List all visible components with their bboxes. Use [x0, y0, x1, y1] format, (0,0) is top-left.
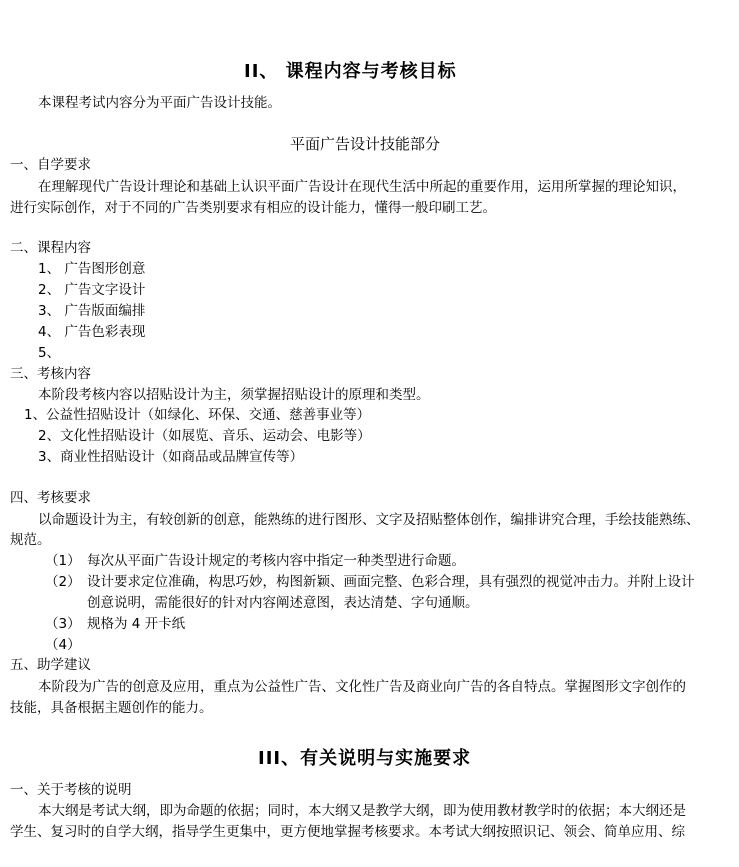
paragraph-line: 以命题设计为主，有较创新的创意，能熟练的进行图形、文字及招贴整体创作，编排讲究合理，手绘技能熟练、 — [38, 512, 700, 528]
paragraph-line: 进行实际创作，对于不同的广告类别要求有相应的设计能力，懂得一般印刷工艺。 — [10, 200, 496, 216]
item-text: 设计要求定位准确，构思巧妙，构图新颖、画面完整、色彩合理，具有强烈的视觉冲击力。并附上设计 — [87, 574, 695, 590]
heading-assessment-content: 三、考核内容 — [10, 366, 91, 382]
list-item: 1、公益性招贴设计（如绿化、环保、交通、慈善事业等） — [24, 407, 371, 423]
heading-self-study: 一、自学要求 — [10, 157, 91, 173]
item-number: （4） — [45, 637, 81, 653]
paragraph-line: 本大纲是考试大纲，即为命题的依据；同时，本大纲又是教学大纲，即为使用教材教学时的依据；本大纲还是 — [38, 803, 686, 819]
heading-assessment-requirements: 四、考核要求 — [10, 490, 91, 506]
heading-course-content: 二、课程内容 — [10, 240, 91, 256]
intro-paragraph: 本课程考试内容分为平面广告设计技能。 — [38, 95, 281, 111]
paragraph-line: 技能，具备根据主题创作的能力。 — [10, 700, 213, 716]
paragraph-line: 本阶段考核内容以招贴设计为主，须掌握招贴设计的原理和类型。 — [38, 387, 430, 403]
heading-assessment-notes: 一、关于考核的说明 — [10, 782, 132, 798]
section-title: III、有关说明与实施要求 — [258, 748, 472, 769]
paragraph-line: 学生、复习时的自学大纲，指导学生更集中，更方便地掌握考核要求。本考试大纲按照识记、领会、简单应用、综 — [10, 824, 685, 840]
list-item: 1、 广告图形创意 — [38, 261, 146, 277]
list-item: 2、 广告文字设计 — [38, 282, 146, 298]
item-text: 规格为 4 开卡纸 — [87, 616, 186, 632]
paragraph-line: 本阶段为广告的创意及应用，重点为公益性广告、文化性广告及商业向广告的各自特点。掌握图形文字创作的 — [38, 679, 686, 695]
item-number: （1） — [45, 553, 81, 569]
item-text: 每次从平面广告设计规定的考核内容中指定一种类型进行命题。 — [87, 553, 465, 569]
item-number: （3） — [45, 616, 81, 632]
list-item: 3、商业性招贴设计（如商品或品牌宣传等） — [38, 449, 304, 465]
subsection-title: 平面广告设计技能部分 — [290, 135, 441, 153]
item-number: （2） — [45, 574, 81, 590]
paragraph-line: 规范。 — [10, 532, 51, 548]
item-text: 创意说明，需能很好的针对内容阐述意图，表达清楚、字句通顺。 — [87, 595, 479, 611]
list-item: 2、文化性招贴设计（如展览、音乐、运动会、电影等） — [38, 428, 371, 444]
section-title: II、 课程内容与考核目标 — [244, 61, 457, 82]
heading-study-advice: 五、助学建议 — [10, 657, 91, 673]
paragraph-line: 在理解现代广告设计理论和基础上认识平面广告设计在现代生活中所起的重要作用，运用所掌握的理论知识， — [38, 179, 686, 195]
list-item: 5、 — [38, 345, 61, 361]
list-item: 4、 广告色彩表现 — [38, 324, 146, 340]
list-item: 3、 广告版面编排 — [38, 303, 146, 319]
